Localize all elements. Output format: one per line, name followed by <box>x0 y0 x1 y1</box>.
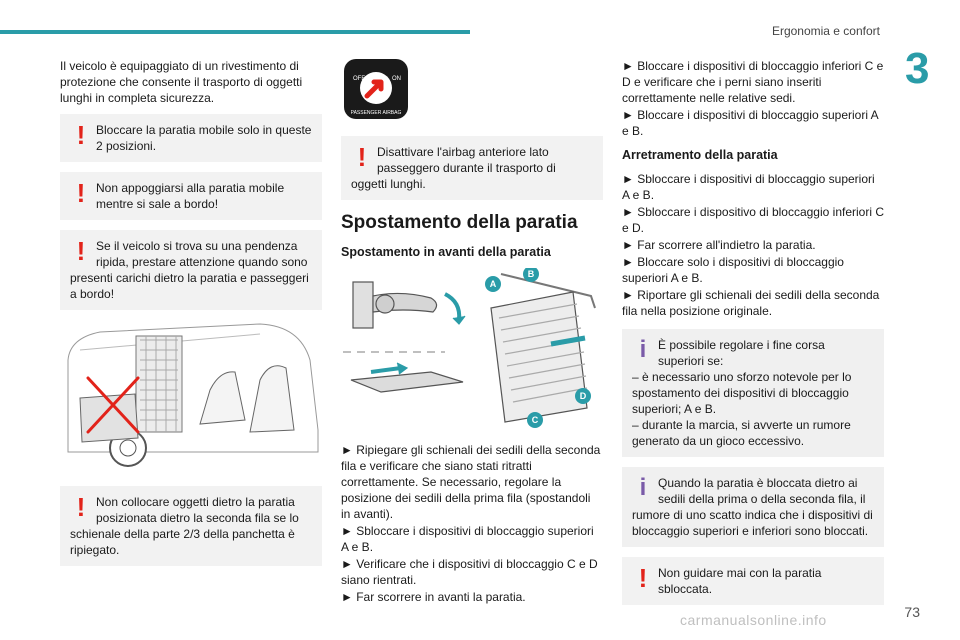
warning-text: Non guidare mai con la paratia sbloccata. <box>658 566 822 596</box>
warning-icon: ! <box>76 120 86 150</box>
warning-note <box>622 557 884 605</box>
warning-note <box>60 486 322 566</box>
airbag-label: PASSENGER AIRBAG <box>350 110 402 116</box>
warning-text: Non collocare oggetti dietro la paratia posizionata dietro la seconda fila se lo schienale della parte 2/3 della panchetta è ripiegato. <box>70 495 299 557</box>
info-text: Quando la paratia è bloccata dietro ai sedili della prima o della seconda fila, il rumore di uno scatto indica che i dispositivi di bloccaggio superiori e inferiori sono bloccati. <box>632 476 873 538</box>
label-c: C <box>531 415 539 425</box>
step-item: ► Bloccare solo i dispositivi di bloccaggio superiori A e B. <box>622 255 844 285</box>
passenger-airbag-off-icon <box>343 58 409 120</box>
warning-icon: ! <box>638 563 648 593</box>
info-note <box>622 467 884 547</box>
warning-text: Se il veicolo si trova su una pendenza ripida, prestare attenzione quando sono presenti carichi dietro la paratia e passeggeri a bordo! <box>70 239 309 301</box>
warning-icon: ! <box>357 142 367 172</box>
step-item: ► Ripiegare gli schienali dei sedili della seconda fila e verificare che siano stati ritratti correttamente. Se necessario, regolare la posizione dei sedili della prima fila (spostandoli in avanti). <box>341 443 601 521</box>
info-list-item: – è necessario uno sforzo notevole per lo spostamento dei dispositivi di bloccaggio superiori; A e B. <box>632 370 852 416</box>
label-b: B <box>527 269 535 279</box>
step-item: ► Sbloccare i dispositivi di bloccaggio superiori A e B. <box>341 524 594 554</box>
warning-note <box>60 114 322 162</box>
warning-text: Non appoggiarsi alla paratia mobile mentre si sale a bordo! <box>96 181 285 211</box>
subsection-heading: Arretramento della paratia <box>622 148 778 162</box>
warning-note <box>60 172 322 220</box>
warning-icon: ! <box>76 236 86 266</box>
info-list-item: – durante la marcia, si avverte un rumore generato da un gioco eccessivo. <box>632 418 851 448</box>
step-item: ► Sbloccare i dispositivo di bloccaggio inferiori C e D. <box>622 205 884 235</box>
warning-text: Disattivare l'airbag anteriore lato passeggero durante il trasporto di oggetti lunghi. <box>351 145 556 191</box>
warning-text: Bloccare la paratia mobile solo in queste 2 posizioni. <box>96 123 312 153</box>
airbag-off-label: OFF <box>353 76 365 82</box>
info-note <box>622 329 884 457</box>
header-rule <box>0 30 470 34</box>
column-2 <box>341 58 603 606</box>
step-item: ► Verificare che i dispositivi di bloccaggio C e D siano rientrati. <box>341 557 598 587</box>
step-item: ► Bloccare i dispositivi di bloccaggio inferiori C e D e verificare che i perni siano inseriti correttamente nelle relative sedi. <box>622 59 884 105</box>
partition-mechanism-illustration <box>341 268 603 428</box>
chapter-number: 3 <box>905 44 930 93</box>
label-d: D <box>579 391 587 401</box>
subsection-heading: Spostamento in avanti della paratia <box>341 245 551 259</box>
info-text: È possibile regolare i fine corsa superiori se: <box>658 338 825 368</box>
intro-paragraph: Il veicolo è equipaggiato di un rivestimento di protezione che consente il trasporto di oggetti lunghi in completa sicurezza. <box>60 59 303 105</box>
watermark: carmanualsonline.info <box>680 612 827 628</box>
warning-icon: ! <box>76 492 86 522</box>
step-item: ► Sbloccare i dispositivi di bloccaggio superiori A e B. <box>622 172 875 202</box>
step-item: ► Bloccare i dispositivi di bloccaggio superiori A e B. <box>622 108 879 138</box>
section-heading: Spostamento della paratia <box>341 212 578 233</box>
warning-note <box>60 230 322 310</box>
info-icon: i <box>639 474 647 501</box>
airbag-on-label: ON <box>392 76 401 82</box>
step-item: ► Far scorrere in avanti la paratia. <box>341 590 526 604</box>
step-item: ► Far scorrere all'indietro la paratia. <box>622 238 816 252</box>
warning-note <box>341 136 603 200</box>
van-interior-illustration <box>60 320 322 470</box>
section-title: Ergonomia e confort <box>771 24 880 38</box>
warning-icon: ! <box>76 178 86 208</box>
label-a: A <box>489 279 497 289</box>
page-number: 73 <box>904 604 920 620</box>
step-item: ► Riportare gli schienali dei sedili della seconda fila nella posizione originale. <box>622 288 880 318</box>
column-1 <box>60 58 322 576</box>
info-icon: i <box>639 336 647 363</box>
column-3 <box>622 58 884 615</box>
